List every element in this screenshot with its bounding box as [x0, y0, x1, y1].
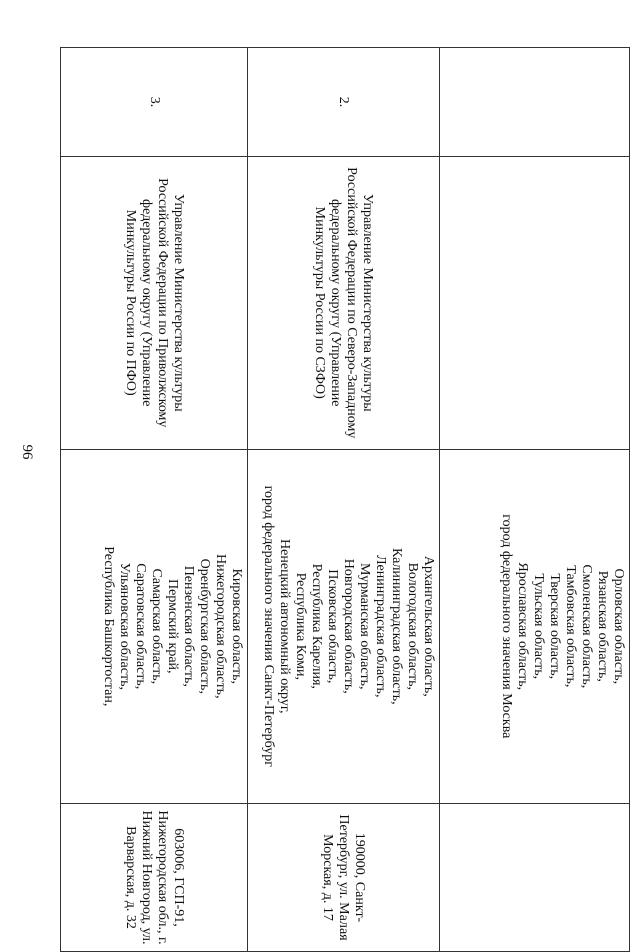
region-item: Ненецкий автономный округ,: [277, 539, 292, 714]
table-row: [248, 48, 440, 952]
region-item: Самарская область,: [149, 568, 164, 685]
department-cell: Управление Министерства культуры Российской Федерации по Северо-Западному федеральному округу (Управление Минкультуры России по СЗФО): [248, 156, 440, 449]
region-item: Псковская область,: [325, 569, 340, 684]
region-item: Тверская область,: [547, 573, 562, 680]
region-item: Оренбургская область,: [197, 558, 212, 694]
regions-cell: [61, 449, 248, 803]
region-item: Пермский край,: [165, 579, 180, 674]
region-item: Республика Карелия,: [309, 563, 324, 689]
region-item: Саратовская область,: [133, 563, 148, 690]
region-item: Республика Коми,: [293, 572, 308, 681]
department-cell: [440, 156, 630, 449]
table-row: [440, 48, 630, 952]
regions-cell: [440, 449, 630, 803]
region-item: Калининградская область,: [389, 547, 404, 705]
region-item: Ярославская область,: [515, 562, 530, 691]
row-number-cell: 2.: [248, 48, 440, 157]
region-item: Мурманская область,: [357, 563, 372, 690]
address-cell: 190000, Санкт-Петербург, ул. Малая Морская, д. 17: [248, 804, 440, 952]
row-number-cell: 3.: [61, 48, 248, 157]
offices-table: [60, 47, 630, 952]
address-cell: 603006, ГСП-91, Нижегородская обл., г. Нижний Новгород, ул. Варварская, д. 32: [61, 804, 248, 952]
region-item: Архангельская область,: [421, 555, 436, 697]
region-item: Тульская область,: [531, 573, 546, 680]
table-row: [61, 48, 248, 952]
page-number: 96: [19, 444, 35, 460]
department-cell: Управление Министерства культуры Российской Федерации по Приволжскому федеральному округу (Управление Минкультуры России по ПФО): [61, 156, 248, 449]
address-cell: [440, 804, 630, 952]
region-item: Рязанская область,: [595, 570, 610, 682]
region-item: Новгородская область,: [341, 558, 356, 694]
region-item: Ленинградская область,: [373, 555, 388, 698]
region-item: город федерального значения Санкт-Петербург: [261, 485, 276, 768]
row-number-cell: [440, 48, 630, 157]
region-item: Ульяновская область,: [117, 562, 132, 690]
region-item: Кировская область,: [229, 568, 244, 685]
region-item: город федерального значения Москва: [499, 514, 514, 739]
region-item: Нижегородская область,: [213, 554, 228, 699]
region-item: Вологодская область,: [405, 562, 420, 690]
region-item: Республика Башкортостан,: [101, 546, 116, 707]
regions-cell: [248, 449, 440, 803]
region-item: Пензенская область,: [181, 565, 196, 687]
region-item: Смоленская область,: [579, 564, 594, 689]
region-item: Орловская область,: [611, 568, 626, 685]
region-item: Тамбовская область,: [563, 565, 578, 688]
